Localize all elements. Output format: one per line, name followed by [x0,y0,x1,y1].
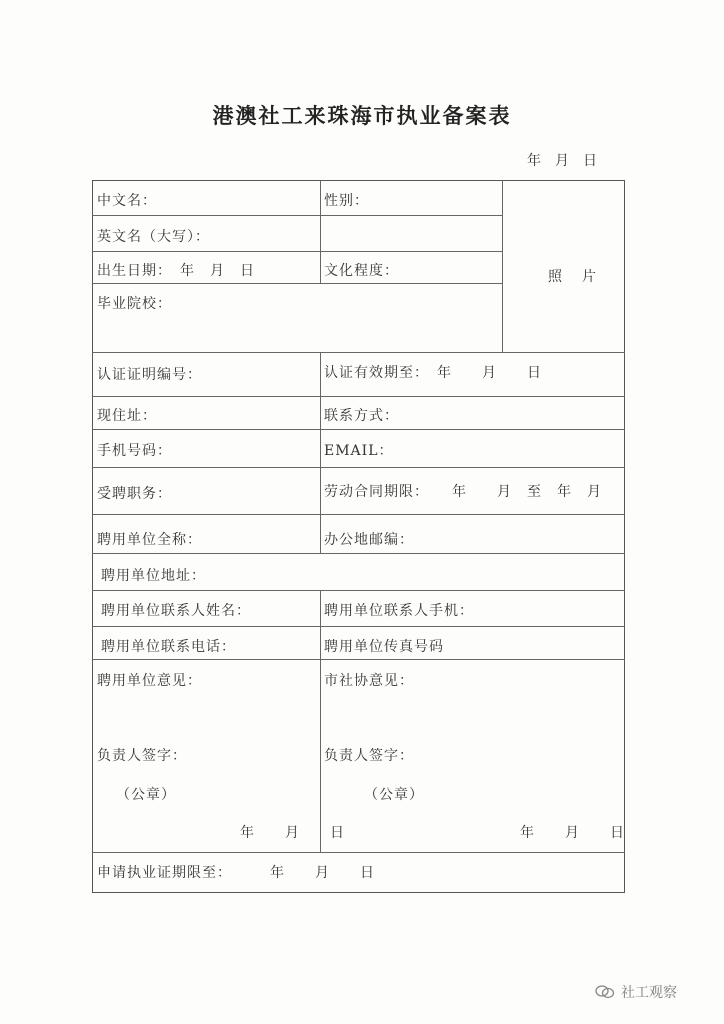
address-field[interactable]: 现住址： [97,408,157,424]
row-divider [92,215,502,216]
association-seal-label: （公章） [364,787,424,803]
row-divider [92,626,625,627]
photo-label-1: 照 [548,269,562,285]
chinese-name-field[interactable]: 中文名： [97,193,157,209]
row-divider [92,429,625,430]
birth-date-field[interactable]: 出生日期： 年 月 日 [97,263,255,279]
header-date: 年 月 日 [527,153,597,169]
photo-label-2: 片 [582,269,596,285]
column-divider [320,590,321,852]
gender-field[interactable]: 性别： [324,193,369,209]
contact-field[interactable]: 联系方式： [324,408,399,424]
employer-seal-label: （公章） [116,787,176,803]
mobile-field[interactable]: 手机号码： [97,443,172,459]
row-divider [92,659,625,660]
row-divider [92,352,625,353]
row-divider [92,251,502,252]
position-field[interactable]: 受聘职务： [97,486,172,502]
employer-signature-field[interactable]: 负责人签字： [97,748,187,764]
practice-term-field[interactable]: 申请执业证期限至： 年 月 日 [97,865,375,881]
chat-bubble-icon [595,985,615,999]
row-divider [92,553,625,554]
association-opinion-date[interactable]: 年 月 日 [520,825,625,841]
row-divider [92,467,625,468]
row-divider [92,590,625,591]
photo-box-divider [502,180,503,352]
employer-contact-mobile-field[interactable]: 聘用单位联系人手机： [324,603,474,619]
row-divider [92,852,625,853]
row-divider [92,514,625,515]
row-divider [92,283,502,284]
watermark [595,982,677,1002]
column-divider [320,352,321,553]
employer-name-field[interactable]: 聘用单位全称： [97,532,202,548]
employer-opinion-date[interactable]: 年 月 日 [240,825,345,841]
employer-phone-field[interactable]: 聘用单位联系电话： [101,639,236,655]
row-divider [92,396,625,397]
photo-placeholder [548,266,616,286]
column-divider [320,180,321,283]
cert-valid-field[interactable]: 认证有效期至： 年 月 日 [324,365,542,381]
form-title: 港澳社工来珠海市执业备案表 [212,104,512,128]
employer-fax-field[interactable]: 聘用单位传真号码 [324,639,444,655]
watermark-text: 社工观察 [621,985,677,1001]
employer-address-field[interactable]: 聘用单位地址： [101,568,206,584]
contract-term-field[interactable]: 劳动合同期限： 年 月 至 年 月 [324,484,602,500]
cert-number-field[interactable]: 认证证明编号： [97,367,202,383]
association-signature-field[interactable]: 负责人签字： [324,748,414,764]
education-field[interactable]: 文化程度： [324,263,399,279]
employer-opinion-field[interactable]: 聘用单位意见： [97,673,202,689]
school-field[interactable]: 毕业院校： [97,296,172,312]
email-field[interactable]: EMAIL： [324,443,394,459]
employer-contact-name-field[interactable]: 聘用单位联系人姓名： [101,603,251,619]
english-name-field[interactable]: 英文名（大写）： [97,229,210,245]
association-opinion-field[interactable]: 市社协意见： [324,673,414,689]
office-zip-field[interactable]: 办公地邮编： [324,532,414,548]
